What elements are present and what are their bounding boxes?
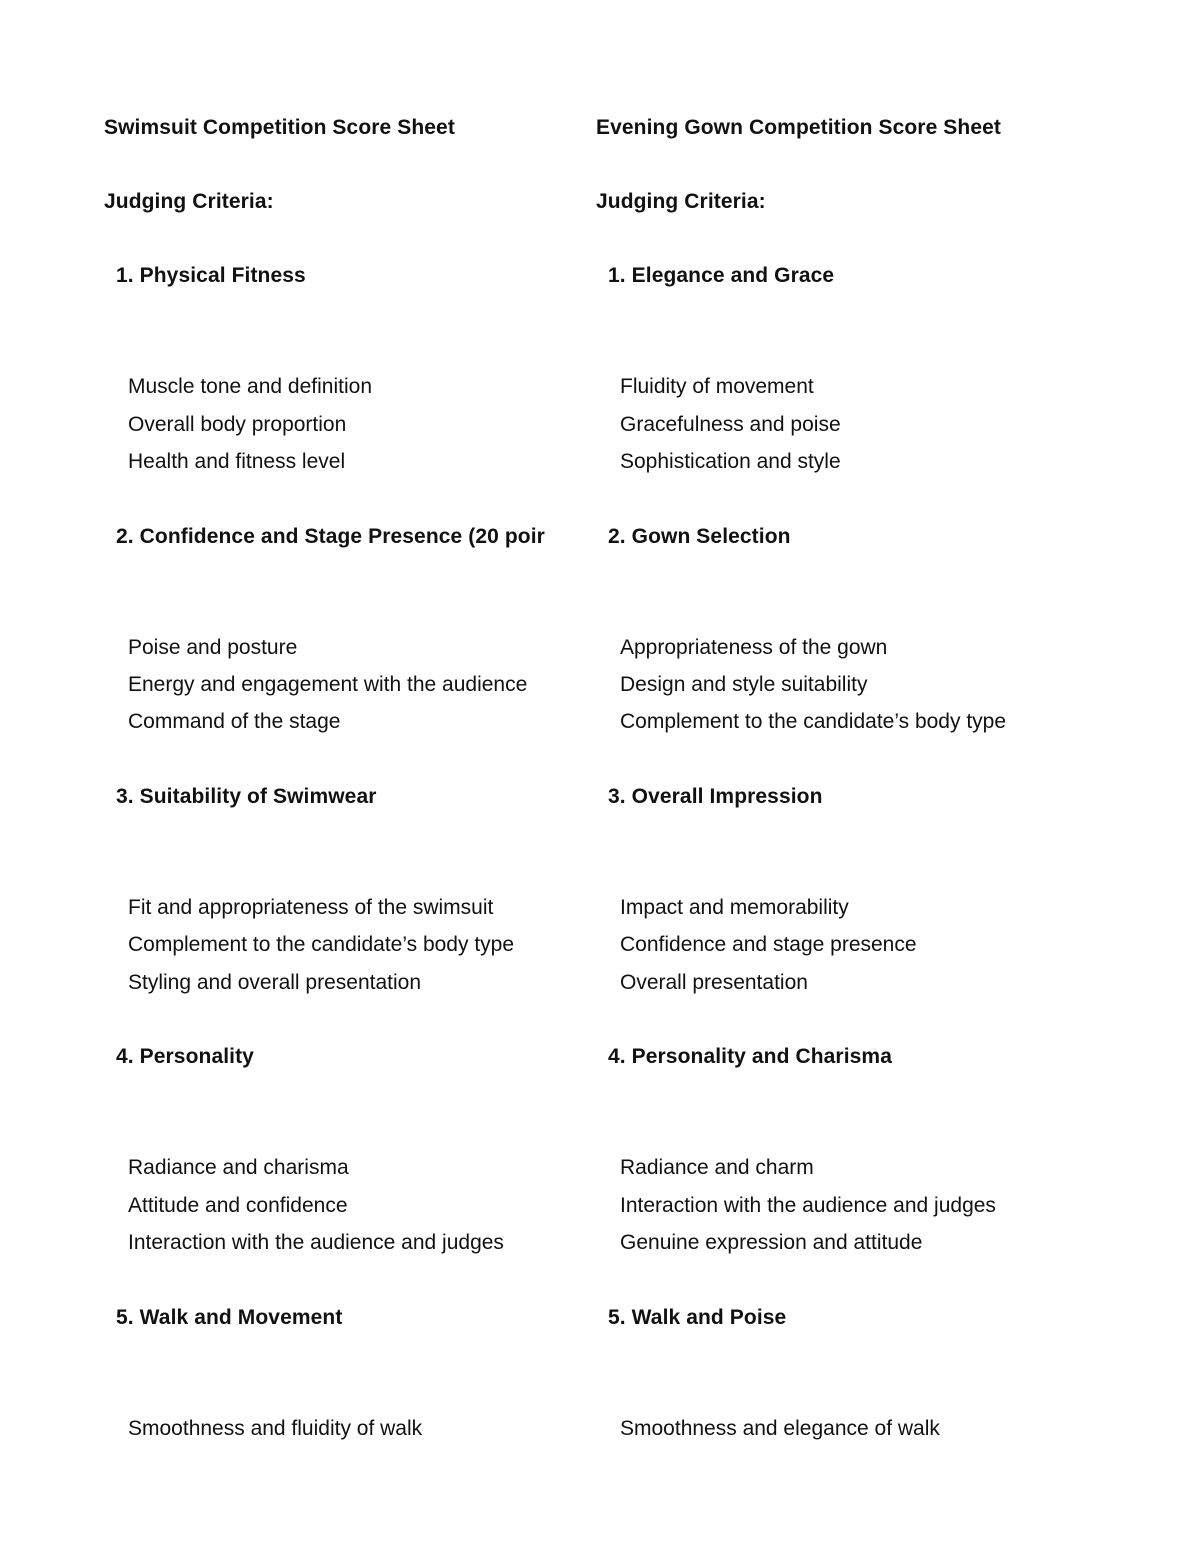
swimsuit-criterion-2-heading: 2. Confidence and Stage Presence (20 poir (116, 525, 545, 548)
evening-gown-criterion-1-item: Fluidity of movement (620, 375, 814, 398)
evening-gown-score-sheet (592, 0, 1200, 1553)
swimsuit-criterion-1-item: Health and fitness level (128, 450, 346, 473)
evening-gown-criterion-2-item: Complement to the candidate’s body type (620, 710, 1007, 733)
evening-gown-criterion-4-item: Radiance and charm (620, 1156, 814, 1179)
evening-gown-criterion-2-heading: 2. Gown Selection (608, 525, 791, 548)
evening-gown-criterion-1-item: Gracefulness and poise (620, 413, 841, 436)
swimsuit-criterion-1-item: Muscle tone and definition (128, 375, 372, 398)
evening-gown-criterion-5-heading: 5. Walk and Poise (608, 1306, 787, 1329)
swimsuit-criterion-5-item: Smoothness and fluidity of walk (128, 1417, 423, 1440)
evening-gown-criterion-1-heading: 1. Elegance and Grace (608, 264, 835, 287)
swimsuit-criterion-3-heading: 3. Suitability of Swimwear (116, 785, 377, 808)
swimsuit-criterion-1-heading: 1. Physical Fitness (116, 264, 306, 287)
evening-gown-sheet-title: Evening Gown Competition Score Sheet (596, 116, 1001, 139)
swimsuit-criterion-3-item: Fit and appropriateness of the swimsuit (128, 896, 494, 919)
evening-gown-column-clip (592, 0, 1200, 1553)
swimsuit-criterion-5-heading: 5. Walk and Movement (116, 1306, 343, 1329)
swimsuit-criterion-3-item: Styling and overall presentation (128, 971, 422, 994)
swimsuit-score-sheet (0, 0, 592, 1553)
swimsuit-criterion-4-item: Radiance and charisma (128, 1156, 349, 1179)
swimsuit-sheet-title: Swimsuit Competition Score Sheet (104, 116, 455, 139)
swimsuit-column-clip (0, 0, 592, 1553)
swimsuit-criterion-3-item: Complement to the candidate’s body type (128, 933, 515, 956)
evening-gown-criterion-3-item: Confidence and stage presence (620, 933, 917, 956)
evening-gown-criterion-3-item: Impact and memorability (620, 896, 849, 919)
swimsuit-criterion-4-item: Attitude and confidence (128, 1194, 348, 1217)
swimsuit-criterion-4-heading: 4. Personality (116, 1045, 254, 1068)
swimsuit-criterion-2-item: Poise and posture (128, 636, 298, 659)
evening-gown-judging-criteria-label: Judging Criteria: (596, 190, 766, 213)
evening-gown-criterion-3-heading: 3. Overall Impression (608, 785, 823, 808)
evening-gown-criterion-3-item: Overall presentation (620, 971, 808, 994)
evening-gown-criterion-4-item: Interaction with the audience and judges (620, 1194, 996, 1217)
swimsuit-criterion-2-item: Command of the stage (128, 710, 341, 733)
evening-gown-criterion-4-heading: 4. Personality and Charisma (608, 1045, 892, 1068)
evening-gown-criterion-2-item: Design and style suitability (620, 673, 868, 696)
evening-gown-criterion-1-item: Sophistication and style (620, 450, 841, 473)
evening-gown-criterion-2-item: Appropriateness of the gown (620, 636, 888, 659)
swimsuit-criterion-2-item: Energy and engagement with the audience (128, 673, 528, 696)
evening-gown-criterion-4-item: Genuine expression and attitude (620, 1231, 923, 1254)
swimsuit-criterion-4-item: Interaction with the audience and judges (128, 1231, 504, 1254)
swimsuit-judging-criteria-label: Judging Criteria: (104, 190, 274, 213)
evening-gown-criterion-5-item: Smoothness and elegance of walk (620, 1417, 940, 1440)
swimsuit-criterion-1-item: Overall body proportion (128, 413, 347, 436)
